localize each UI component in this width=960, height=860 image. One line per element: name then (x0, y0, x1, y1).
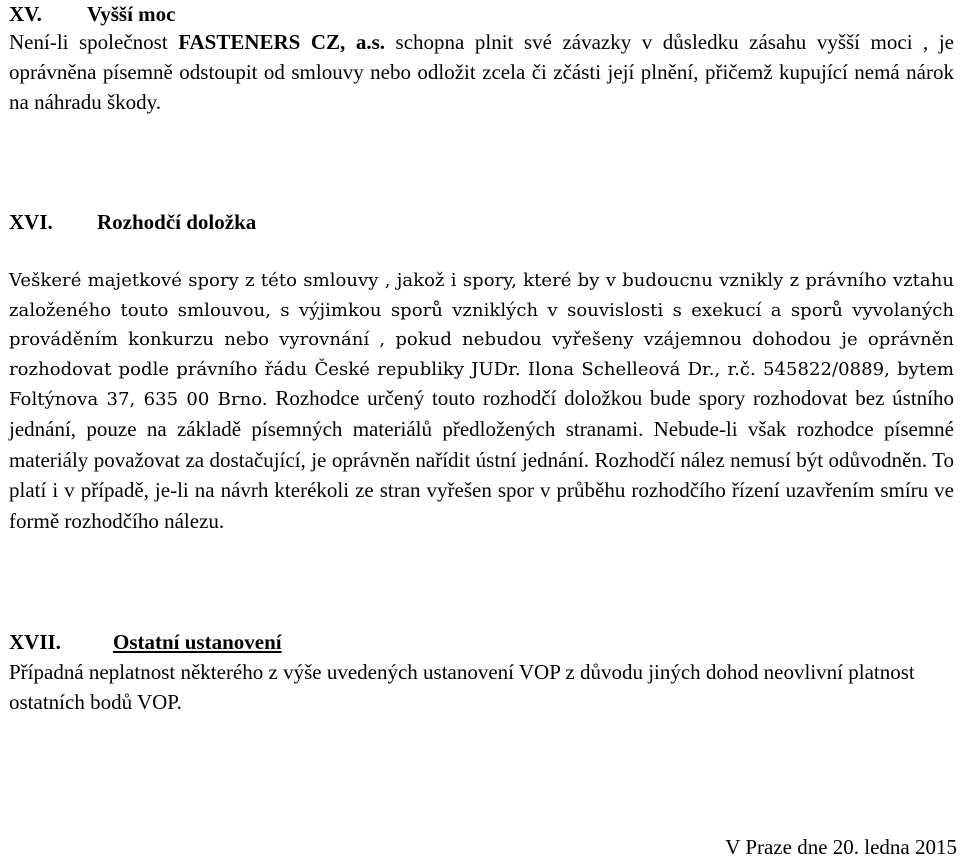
section-text: schopna plnit své závazky v důsledku zásahu vyšší moci , je oprávněna písemně odstoupit od smlouvy nebo odložit zcela či zčásti její plnění, přičemž kupující nemá nárok na náhradu škody. (9, 30, 954, 114)
section-text-tail: Rozhodce určený touto rozhodčí doložkou bude spory rozhodovat bez ústního jednání, pouze na základě písemných materiálů předložených stranami. Nebude-li však rozhodce písemné materiály považovat za dostačující, je oprávněn nařídit ústní jednání. Rozhodčí nález nemusí být odůvodněn. To platí i v případě, je-li na návrh kterékoli ze stran vyřešen spor v průběhu rozhodčího řízení uzavřením smíru ve formě rozhodčího nálezu. (9, 386, 954, 533)
section-text: Není-li společnost (9, 30, 179, 54)
section-number: XV. (9, 2, 42, 26)
company-name: FASTENERS CZ, a.s. (178, 30, 386, 54)
section-text: Případná neplatnost některého z výše uvedených ustanovení VOP z důvodu jiných dohod neovlivní platnost ostatních bodů VOP. (9, 660, 915, 714)
section-body-xvi (9, 266, 954, 537)
section-title: Rozhodčí doložka (97, 210, 257, 234)
section-number: XVI. (9, 210, 53, 234)
section-number: XVII. (9, 630, 61, 654)
section-body-xvii (9, 657, 954, 717)
section-title: Vyšší moc (87, 2, 176, 26)
section-title: Ostatní ustanovení (113, 630, 282, 654)
section-heading-xvi (9, 207, 954, 237)
section-text: Veškeré majetkové spory z této smlouvy , jakož i spory, které by v budoucnu vznikly z právního vztahu založeného touto smlouvou, s výjimkou sporů vzniklých v souvislosti s exekucí a sporů vyvolaných prováděním konkurzu nebo vyrovnání , pokud nebudou vyřešeny vzájemnou dohodou je oprávněn rozhodovat podle právního řádu České republiky JUDr. Ilona Schelleová Dr., r.č. 545822/0889, bytem Foltýnova 37, 635 00 Brno. (9, 270, 954, 411)
place-and-date: V Praze dne 20. ledna 2015 (725, 835, 957, 859)
section-heading-xv (9, 0, 954, 29)
section-heading-xvii (9, 627, 954, 657)
section-body-xv (9, 27, 954, 117)
